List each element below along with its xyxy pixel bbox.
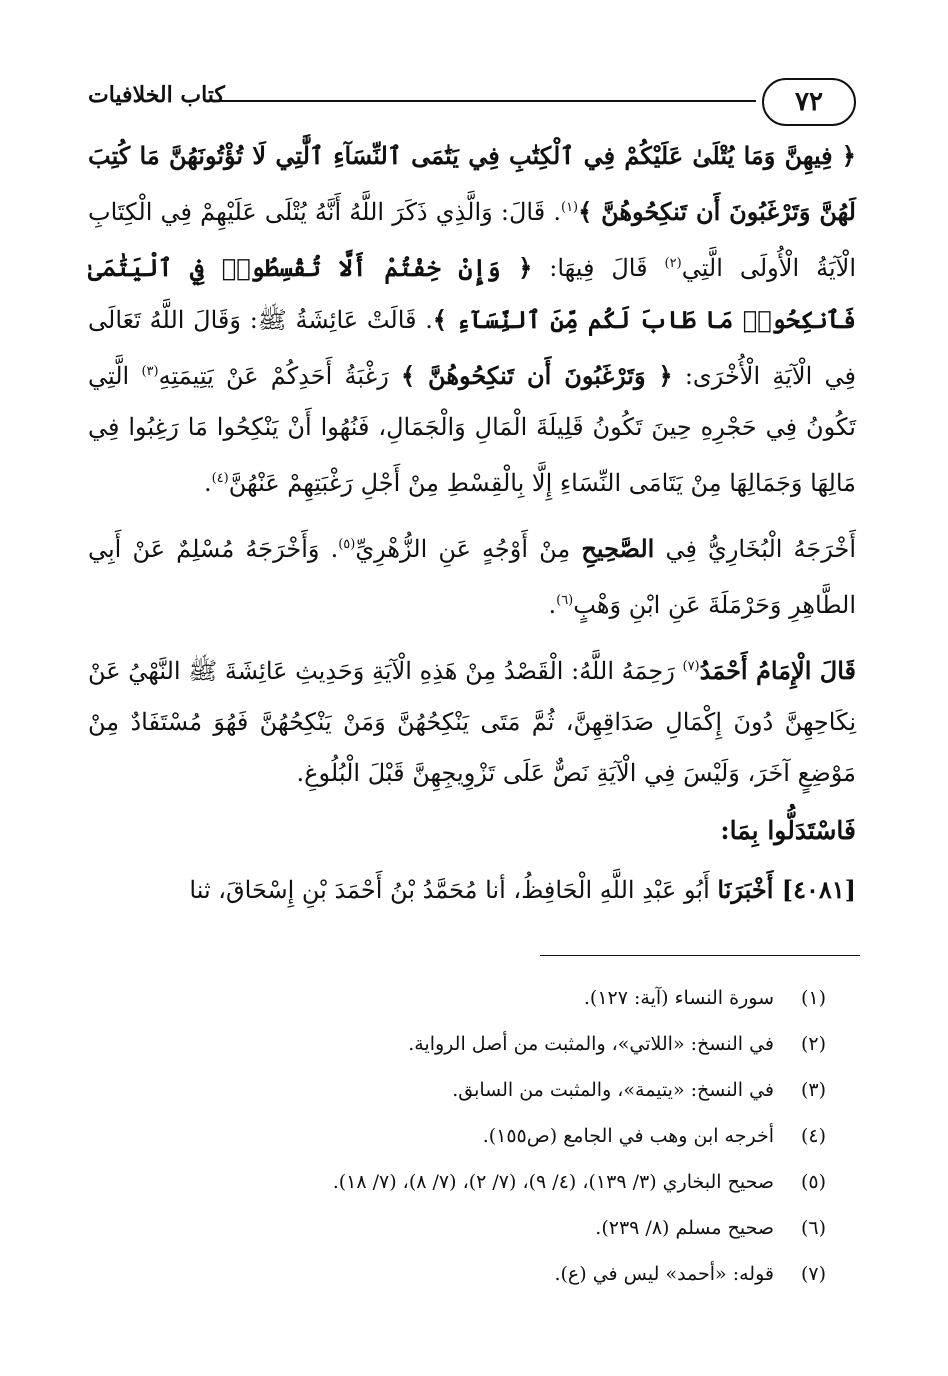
- footnote-item: [88, 1159, 826, 1205]
- footnote-text: قوله: «أحمد» ليس في (ع).: [554, 1263, 774, 1285]
- footnote-item: [88, 975, 826, 1021]
- footnote-item: [88, 1021, 826, 1067]
- speaker-name: قَالَ الْإِمَامُ أَحْمَدُ: [699, 656, 856, 685]
- text-segment: . وَأَخْرَجَهُ مُسْلِمٌ عَنْ أَبِي الطَّاهِرِ وَحَرْمَلَةَ عَنِ ابْنِ وَهْبٍ: [88, 535, 856, 619]
- text-segment: مِنْ أَوْجُهٍ عَنِ الزُّهْرِيِّ: [355, 535, 582, 563]
- hadith-number: [٤٠٨١]: [781, 875, 856, 904]
- text-segment: .: [548, 591, 557, 619]
- quran-verse: ﴿ وَتَرْغَبُونَ أَن تَنكِحُوهُنَّ ﴾: [401, 361, 673, 390]
- quran-verse: ﴿ وَإِنْ خِفْتُمْ أَلَّا تُقْسِطُوا۟ فِي ٱلْيَتَٰمَىٰ فَٱنكِحُوا۟ مَا طَابَ لَكُم مِّنَ ٱلنِّسَآءِ ﴾: [88, 253, 856, 334]
- paragraph-2: [88, 519, 856, 631]
- text-segment: أَخْرَجَهُ الْبُخَارِيُّ فِي: [654, 535, 856, 563]
- book-title: كتاب الخلافيات: [88, 82, 225, 108]
- section-heading: فَاسْتَدَلُّوا بِمَا:: [720, 816, 856, 845]
- text-segment: الَّتِي تَكُونُ فِي حَجْرِهِ حِينَ تَكُونُ قَلِيلَةَ الْمَالِ وَالْجَمَالِ، فَنُهُوا أَنْ يَنْكِحُوا مَا رَغِبُوا فِي مَالِهَا وَجَمَالِهَا مِنْ يَتَامَى النِّسَاءِ إِلَّا بِالْقِسْطِ مِنْ أَجْلِ رَغْبَتِهِمْ عَنْهُنَّ: [88, 362, 856, 497]
- text-segment: قَالَ فِيهَا:: [532, 254, 665, 282]
- footnote-divider: [540, 955, 860, 956]
- text-segment: . قَالَ: وَالَّذِي ذَكَرَ اللَّهُ أَنَّهُ يُتْلَى عَلَيْهِمْ فِي الْكِتَابِ الْآيَةُ الْأُولَى الَّتِي: [88, 198, 856, 282]
- footnote-item: [88, 1113, 826, 1159]
- footnote-number: (٣): [800, 1079, 826, 1101]
- narration-formula: أَخْبَرَنَا: [717, 875, 782, 904]
- footnote-item: [88, 1205, 826, 1251]
- page-number: ٧٢: [762, 78, 856, 126]
- text-segment: أَبُو عَبْدِ اللَّهِ الْحَافِظُ، أنا مُحَمَّدُ بْنُ أَحْمَدَ بْنِ إِسْحَاقَ، ثنا: [189, 876, 718, 904]
- footnote-ref-5[interactable]: (٥): [338, 537, 356, 552]
- paragraph-1: [88, 130, 856, 509]
- text-segment: . قَالَتْ عَائِشَةُ ﷺ: وَقَالَ اللَّهُ تَعَالَى فِي الْآيَةِ الْأُخْرَى:: [88, 306, 856, 390]
- footnote-ref-3[interactable]: (٣): [141, 364, 159, 379]
- text-segment: .: [203, 469, 212, 497]
- footnote-ref-4[interactable]: (٤): [211, 471, 229, 486]
- main-text: [88, 130, 856, 916]
- footnote-ref-6[interactable]: (٦): [556, 593, 574, 608]
- footnote-ref-2[interactable]: (٢): [664, 256, 682, 271]
- page-header: [88, 70, 856, 130]
- footnote-text: سورة النساء (آية: ١٢٧).: [583, 987, 774, 1009]
- text-segment: رَغْبَةُ أَحَدِكُمْ عَنْ يَتِيمَتِهِ: [158, 362, 402, 390]
- footnote-item: [88, 1251, 826, 1297]
- footnote-text: أخرجه ابن وهب في الجامع (ص١٥٥).: [482, 1125, 774, 1147]
- footnote-text: صحيح مسلم (٨/ ٢٣٩).: [595, 1217, 774, 1239]
- footnote-number: (٢): [800, 1033, 826, 1055]
- book-name: الصَّحِيحِ: [581, 534, 655, 563]
- header-rule: [213, 100, 756, 102]
- footnote-ref-1[interactable]: (١): [560, 200, 579, 215]
- footnote-item: [88, 1067, 826, 1113]
- footnote-text: في النسخ: «يتيمة»، والمثبت من السابق.: [452, 1079, 774, 1101]
- footnote-number: (٦): [800, 1217, 826, 1239]
- paragraph-3: [88, 641, 856, 799]
- footnote-number: (٤): [800, 1125, 826, 1147]
- footnote-number: (٥): [800, 1171, 826, 1193]
- paragraph-4: [88, 864, 856, 916]
- footnote-number: (١): [800, 987, 826, 1009]
- footnote-number: (٧): [800, 1263, 826, 1285]
- footnote-text: في النسخ: «اللاتي»، والمثبت من أصل الرواية.: [408, 1033, 774, 1055]
- footnotes: [88, 975, 856, 1297]
- text-segment: رَحِمَهُ اللَّهُ: الْقَصْدُ مِنْ هَذِهِ الْآيَةِ وَحَدِيثِ عَائِشَةَ ﷺ النَّهْيُ عَنْ نِكَاحِهِنَّ دُونَ إِكْمَالِ صَدَاقِهِنَّ، ثُمَّ مَتَى يَنْكِحُهُنَّ وَمَنْ يَنْكِحُهُنَّ فَهُوَ مُسْتَفَادٌ مِنْ مَوْضِعٍ آخَرَ، وَلَيْسَ فِي الْآيَةِ نَصٌّ عَلَى تَزْوِيجِهِنَّ قَبْلَ الْبُلُوغِ.: [88, 657, 856, 787]
- footnote-ref-7[interactable]: (٧): [682, 659, 700, 674]
- quran-verse: ﴿ فِيهِنَّ وَمَا يُتْلَىٰ عَلَيْكُمْ فِي ٱلْكِتَٰبِ فِي يَتَٰمَى ٱلنِّسَآءِ ٱلَّٰتِي لَا تُؤْتُونَهُنَّ مَا كُتِبَ لَهُنَّ وَتَرْغَبُونَ أَن تَنكِحُوهُنَّ ﴾: [88, 141, 856, 226]
- footnote-text: صحيح البخاري (٣/ ١٣٩)، (٤/ ٩)، (٧/ ٢)، (٧/ ٨)، (٧/ ١٨).: [332, 1171, 774, 1193]
